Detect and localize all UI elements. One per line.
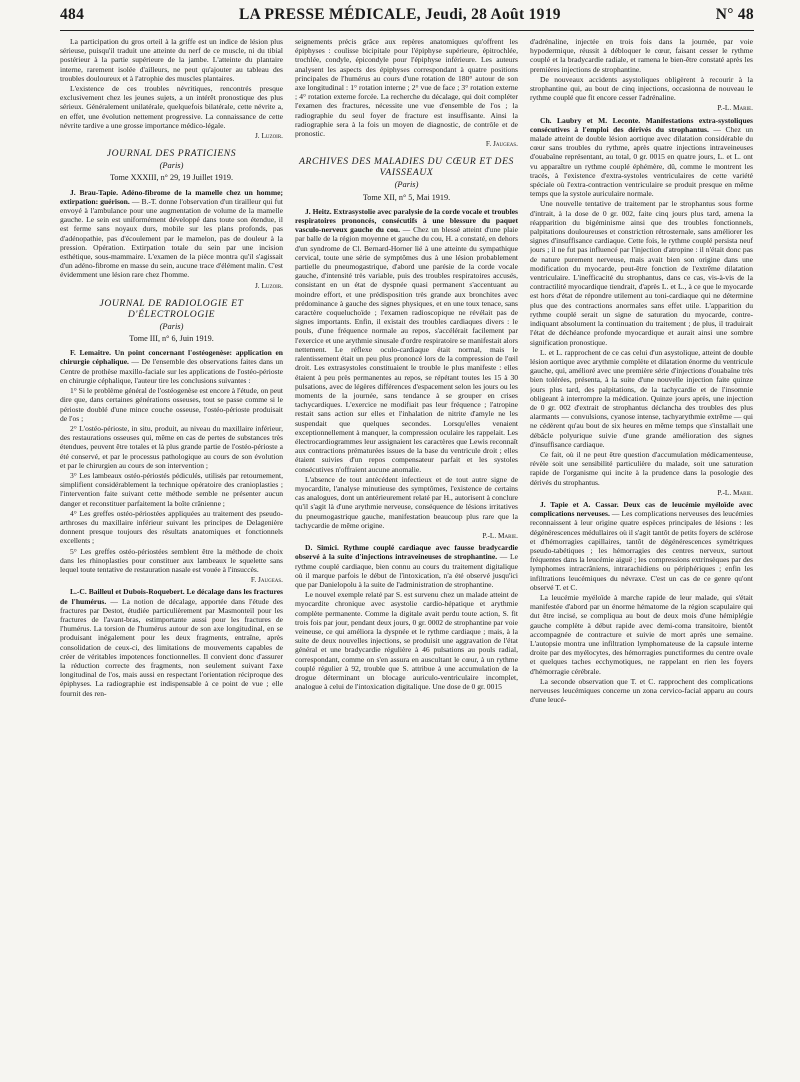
paragraph: L. et L. rapprochent de ce cas celui d'un asystolique, atteint de double lésion aortique avec arythmie complète et dilatation énorme du ventricule gauche, qui, amélioré avec une première série d'injections d'ouabaïne très bien tolérées, présenta, à la suite d'une nouvelle injection faite quinze jours plus tard, des palpitations, de la tachycardie et de l'insomnie obligeant à interrompre la médication. Quinze jours après, une injection de 0 gr. 002 d'extrait de strophantus déclancha des troubles des plus alarmants — convulsions, cyanose intense, tachyarythmie extrême — qui ne cédèrent qu'au bout de six heures en même temps que s'installait une débâcle polyurique suivie d'une grande amélioration des signes d'insuffisance cardiaque. bbox=[530, 347, 753, 449]
signature: J. Luzoir. bbox=[254, 131, 283, 141]
article bbox=[295, 543, 518, 589]
signature: F. Jaugeas. bbox=[485, 139, 518, 149]
header-rule bbox=[60, 30, 754, 31]
list-item: 5° Les greffes ostéo-périostées semblent être la méthode de choix dans les rhinoplasties pour constituer aux lambeaux le squelette sans lequel toute tentative de restauration nasale est vouée à l'insuccès. bbox=[60, 546, 283, 574]
paragraph: La participation du gros orteil à la griffe est un indice de lésion plus sérieuse, puisqu'il traduit une atteinte du nerf de ce muscle, ni du tibial postérieur à la partie supérieure de la jambe. L'atteinte du plantaire interne, rarement isolée d'ailleurs, ne peut qu'ajouter au tableau des troubles douloureux et à l'atrophie des muscles plantaires. bbox=[60, 37, 283, 83]
journal-heading: JOURNAL DE RADIOLOGIE ET D'ÉLECTROLOGIE bbox=[99, 297, 244, 320]
column-3 bbox=[530, 37, 753, 1077]
paragraph: d'adrénaline, injectée en trois fois dans la journée, par voie hypodermique, réussit à débloquer le cœur, faisant cesser le rythme couplé et la bradycardie radiale, et ramena le bien-être constaté après les premières injections de strophantine. bbox=[530, 37, 753, 74]
paragraph: seignements précis grâce aux repères anatomiques qu'offrent les épiphyses : coulisse bicipitale pour l'épiphyse supérieure, épitrochlée, trochlée, condyle, épicondyle pour l'épiphyse inférieure. Les auteurs analysent les aspects des épiphyses correspondant à quatre positions principales de l'humérus au cours d'une rotation de 180° autour de son axe longitudinal : 1° rotation interne ; 2° vue de face ; 3° rotation externe ; 4° rotation externe forcée. La recherche du décalage, qui doit compléter l'examen des fractures, nécessite une vue d'ensemble de l'os ; la radiographie du seul foyer de fracture est insuffisante. Ainsi la radiographie sera à la fois un moyen de diagnostic, de contrôle et de pronostic. bbox=[295, 37, 518, 139]
paragraph: Ce fait, où il ne peut être question d'accumulation médicamenteuse, révèle soit une sensibilité particulière du malade, soit une saturation rapide de l'organisme qui incite à la prudence dans la posologie des dérivés du strophantus. bbox=[530, 449, 753, 487]
page-header bbox=[60, 6, 754, 28]
column-2 bbox=[295, 37, 518, 1077]
paragraph: L'existence de ces troubles névritiques, rencontrés presque exclusivement chez les jeunes sujets, a un intérêt pronostique des plus sérieux. Généralement unilatérale, quelquefois bilatérale, cette névrite a, en effet, une évolution nettement progressive. La connaissance de cette névrite tardive a une grosse importance médico-légale. bbox=[60, 84, 283, 130]
list-item: 3° Les lambeaux ostéo-périostés pédiculés, utilisés par retournement, simplifient considérablement la technique opératoire des cranioplasties ; l'intervention faite suivant cette méthode semble ne présenter aucun danger et reconstituer parfaitement la boîte crânienne ; bbox=[60, 470, 283, 508]
article-title: Ch. Laubry et M. Leconte. Manifestations extra-systoliques consécutives à l'emploi des dérivés du strophantus. bbox=[530, 115, 753, 134]
journal-city: (Paris) bbox=[159, 161, 184, 171]
article bbox=[530, 500, 753, 592]
journal-issue: Tome III, n° 6, Juin 1919. bbox=[129, 334, 214, 344]
column-1 bbox=[60, 37, 283, 1077]
paragraph: L'absence de tout antécédent infectieux et de tout autre signe de myocardite, l'analyse minutieuse des symptômes, l'existence de certains cas analogues, dont un antérieurement relaté par H., autorisent à conclure qu'il s'agit là d'une arythmie nerveuse, conséquence de lésions irritatives du pneumogastrique gauche, manifestation beaucoup plus rare que la tachycardie de même origine. bbox=[295, 474, 518, 530]
article-body: — Le rythme couplé cardiaque, bien connu au cours du traitement digitalique où il marque parfois le début de l'intoxication, n'a été observé jusqu'ici que par Danielopolu à la suite de l'administration de strophantine. bbox=[295, 552, 518, 589]
article bbox=[60, 348, 283, 385]
paragraph: De nouveaux accidents asystoliques obligèrent à recourir à la strophantine qui, au bout de cinq injections, occasionna de nouveau le rythme couplé que fit encore cesser l'adrénaline. bbox=[530, 74, 753, 103]
article-body: — Chez un blessé atteint d'une plaie par balle de la région moyenne et gauche du cou, H. a constaté, en dehors d'un syndrome de Cl. Bernard-Horner lié à une atteinte du sympathique cervical, toute une série de symptômes dus à une lésion probablement partielle du pneumogastrique, d'abord une parésie de la corde vocale gauche, d'intensité très variable, puis des troubles respiratoires accusés, consistant en un état de dyspnée quasi permanent s'accentuant au moindre effort, et une prédisposition très grande aux bronchites avec prédominance à gauche des signes physiques, et en une toux tenace, sans caractère coqueluchoïde ; l'examen radioscopique ne révélait pas de signes importants. Enfin, il existait des troubles cardiaques divers : le pouls, d'une fréquence normale au repos, s'accélérait facilement par l'exercice et une arythmie sinusale d'ordre respiratoire se manifestait alors nettement. Le réflexe oculo-cardiaque était normal, mais le ralentissement était un peu plus prononcé lors de la compression de l'œil droit. Les extrasystoles constituaient le trouble le plus manifeste : elles étaient à peu près permanentes au repos, se répétant toutes les 15 à 30 pulsations, avec de légères différences d'espacement selon les jours ou les moments de la journée, sans tendance à se grouper en crises tachycardiques. L'exercice ne modifiait pas leur fréquence ; l'atropine restait sans action sur elles et l'inhalation de nitrite d'amyle ne les suspendait que quelques secondes. Lorsqu'elles venaient exceptionnellement à manquer, la compression oculaire les rappelait. Les électrocardiogrammes leur assignaient les caractères que Lewis reconnaît aux contractions prématurées issues de la base du ventricule droit ; elles étaient suivies d'un repos compensateur parfait et les systoles consécutives n'offraient aucune anomalie. bbox=[295, 225, 518, 474]
journal-city: (Paris) bbox=[159, 321, 184, 331]
article-title: F. Lemaitre. Un point concernant l'ostéogenèse: application en chirurgie céphalique. bbox=[60, 348, 283, 367]
journal-issue: Tome XXXIII, n° 29, 19 Juillet 1919. bbox=[110, 173, 233, 183]
signature: P.-L. Marie. bbox=[717, 487, 753, 497]
list-item: 2° L'ostéo-périoste, in situ, produit, au niveau du maxillaire inférieur, des restaurations osseuses qui, même en cas de pertes de substances très étendues, peuvent être totales et là plus grande partie de l'ostéo-périoste a été conservé, et par le processus pathologique au cours de son évolution et par le chirurgien au cours de son intervention ; bbox=[60, 423, 283, 470]
journal-title: LA PRESSE MÉDICALE, Jeudi, 28 Août 1919 bbox=[239, 6, 561, 23]
signature: F. Jaugeas. bbox=[250, 575, 283, 585]
article bbox=[60, 587, 283, 697]
article-body: — Les complications nerveuses des leucémies reconnaissent à leur origine quatre espèces principales de lésions : les dégénérescences médullaires où il s'agit tantôt de petits foyers de sclérose et d'hémorragies capillaires, tantôt de dégénérescences symétriques pseudo-tabétiques ; les hémorragies des centres nerveux, surtout fréquentes dans la leucémie aiguë ; les compressions extrinsèques par des lymphomes intracrâniens, intrarachidiens ou périphériques ; enfin les infiltrations leucémiques du névraxe. C'est un cas de ce genre qu'ont observé T. et C. bbox=[530, 509, 753, 592]
article bbox=[295, 207, 518, 474]
article-title: J. Brau-Tapie. Adéno-fibrome de la mamelle chez un homme; extirpation: guérison. bbox=[60, 187, 283, 206]
signature: J. Luzoir. bbox=[254, 280, 283, 290]
journal-city: (Paris) bbox=[394, 180, 419, 190]
article-title: D. Simici. Rythme couplé cardiaque avec fausse bradycardie observé à la suite d'injections intraveineuses de strophantine. bbox=[295, 543, 518, 562]
signature: P.-L. Marie. bbox=[482, 530, 518, 540]
article-title: L.-C. Bailleul et Dubois-Roquebert. Le décalage dans les fractures de l'humérus. bbox=[60, 587, 283, 606]
signature: P.-L. Marie. bbox=[717, 103, 753, 113]
journal-heading: JOURNAL DES PRATICIENS bbox=[106, 148, 237, 160]
article-body: — De l'ensemble des observations faites dans un Centre de prothèse maxillo-faciale sur les applications de l'ostéo-périoste en chirurgie céphalique, l'auteur tire les conclusions suivantes : bbox=[60, 357, 283, 385]
article-title: J. Tapie et A. Cassar. Deux cas de leucémie myéloïde avec complications nerveuses. bbox=[530, 499, 753, 519]
paragraph: La seconde observation que T. et C. rapprochent des complications nerveuses leucémiques concerne un zona cervico-facial apparu au cours d'une leucé- bbox=[530, 676, 753, 705]
page-number: 484 bbox=[60, 6, 85, 23]
article-body: — Chez un malade atteint de double lésion aortique avec dilatation considérable du cœur sans troubles du rythme, après quatre injections intraveineuses d'ouabaïne représentant, au total, 0 gr. 0015 en quatre jours, L. et L. ont vu apparaître un rythme couplé éphémère, dû, comme le montrent les tracés, à l'existence d'extra-systoles ventriculaires de cette variété spéciale où l'extra-contraction ventriculaire se produit presque en même temps que la systole auriculaire normale. bbox=[530, 124, 753, 199]
article-title: J. Heitz. Extrasystolie avec paralysie de la corde vocale et troubles respiratoires prononcés, consécutifs à une blessure du paquet vasculo-nerveux gauche du cou. bbox=[295, 206, 518, 235]
article bbox=[530, 116, 753, 199]
list-item: 1° Si le problème général de l'ostéogenèse est encore à l'étude, on peut dire que, dans certaines générations osseuses, tout se passe comme si le périoste doublé d'une mince couche osseuse, l'ostéo-périoste produisait de l'os ; bbox=[60, 386, 283, 423]
paragraph: La leucémie myéloïde à marche rapide de leur malade, qui s'était manifestée d'abord par un énorme hématome de la région scapulaire qui dut être incisé, se compliqua au bout de deux mois d'une hémiplégie gauche complète à début rapide avec demi-coma transitoire, bientôt accompagnée de contracture et suivie de mort après une semaine. L'autopsie montra une infiltration lymphomateuse de la capsule interne droite par des myélocytes, des hémorragies punctiformes du centre ovale et quelques taches ecchymotiques, ne rappelant en rien les foyers d'hémorragie cérébrale. bbox=[530, 592, 753, 676]
article bbox=[60, 188, 283, 280]
paragraph: Le nouvel exemple relaté par S. est survenu chez un malade atteint de myocardite chronique avec asystolie cardio-hépatique et arythmie complète permanente. Comme la digitale avait perdu toute action, S. fit trois fois par jour, pendant deux jours, 0 gr. 0002 de strophantine par voie veineuse, ce qui améliora la dyspnée et le rythme cardiaque ; mais, à la suite de deux nouvelles injections, se produisit une aggravation de l'état général et une bradycardie régulière à 46 pulsations au pouls radial, correspondant, comme on s'en assura en auscultant le cœur, à un rythme couplé régulier à 92, trouble que S. attribue à une accumulation de la drogue déterminant un blocage auriculo-ventriculaire incomplet, analogue à celui de l'intoxication digitalique. Une dose de 0 gr. 0015 bbox=[295, 590, 518, 692]
journal-heading: ARCHIVES DES MALADIES DU CŒUR ET DES VAISSEAUX bbox=[299, 156, 514, 179]
article-body: — B.-T. donne l'observation d'un tirailleur qui fut envoyé à l'ambulance pour une augmentation de volume de la mamelle gauche. Le sein est uniformément développé dans toute son étendue, il est ferme sans noyaux durs, mobile sur les plans profonds, pas d'adénopathie, pas d'écoulement par le mamelon, pas de douleur à la pression. Opération. Extirpation totale du sein par une incision esthétique, sous-mammaire. L'examen de la pièce montra qu'il s'agissait d'un adéno-fibrome en masse du sein, aucune trace d'élément malin. C'est évidemment une lésion rare chez l'homme. bbox=[60, 196, 283, 280]
paragraph: Une nouvelle tentative de traitement par le strophantus sous forme d'intrait, à la dose de 0 gr. 002, faite cinq jours plus tard, amena la réapparition du bigéminisme ainsi que des troubles fonctionnels, palpitations douloureuses et constriction rétrosternale, sans améliorer les signes d'insuffisance cardiaque. Cette fois, le rythme couplé persista neuf jours ; il ne fut pas influencé par l'injection d'atropine : il n'était donc pas de nature purement nerveuse, mais avait bien son origine dans une modification du myocarde, peut-être fonction de l'extrême dilatation ventriculaire. L'inefficacité du strophantus, dans ce cas, vis-à-vis de la contractilité myocardique tiendrait, d'après L. et L., à ce que le myocarde est hors d'état de répondre utilement au toni-cardiaque qui ne détermine plus que des contractions anormales sans effet utile. L'apparition du rythme couplé serait un signe de saturation du myocarde, contre-indiquant absolument la continuation du traitement ; de plus, il traduirait l'état de déchéance profonde myocardique et aurait ainsi une sombre signification pronostique. bbox=[530, 199, 753, 347]
article-body: — La notion de décalage, apportée dans l'étude des fractures par Destot, étudiée particulièrement par Masmonteil pour les fractures de l'avant-bras, estimportante aussi pour les fractures de l'humérus. La torsion de l'humérus autour de son axe longitudinal, en se produisant inégalement pour les deux fragments, entraîne, après consolidation de ceux-ci, des limitations de mouvements capables de créer de véritables impotences fonctionnelles. Il convient donc d'assurer la réduction correcte des fragments, non seulement suivant l'axe longitudinal de l'os, mais aussi en respectant l'orientation réciproque des épiphyses. La radiographie est indispensable à ce point de vue ; elle fournit des ren- bbox=[60, 596, 283, 698]
issue-number: N° 48 bbox=[715, 6, 754, 23]
list-item: 4° Les greffes ostéo-périostées appliquées au traitement des pseudo-arthroses du maxillaire inférieur suivant les principes de Delagenière donnent presque toujours des résultats anatomiques et fonctionnels excellents ; bbox=[60, 508, 283, 546]
text-columns bbox=[60, 37, 754, 1077]
journal-issue: Tome XII, n° 5, Mai 1919. bbox=[362, 192, 451, 202]
